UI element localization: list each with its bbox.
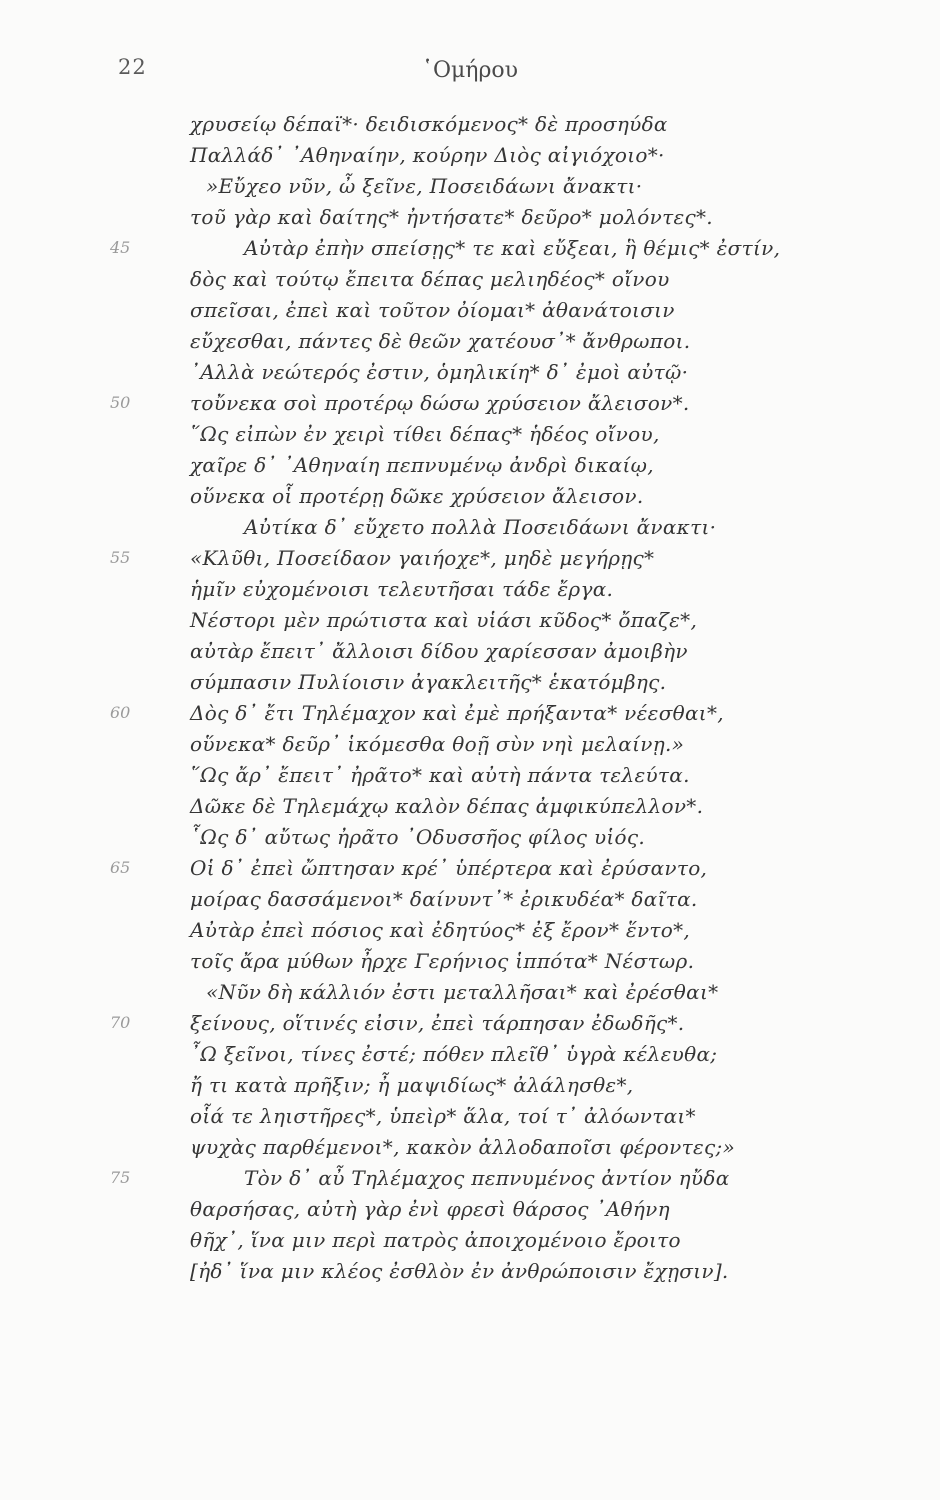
line-number: 50 bbox=[110, 393, 131, 412]
line-number: 45 bbox=[110, 238, 131, 257]
verse-line bbox=[0, 1228, 940, 1259]
page-number: 22 bbox=[118, 55, 147, 79]
verse-text: εὔχεσθαι, πάντες δὲ θεῶν χατέουσ᾿* ἄνθρωποι. bbox=[190, 329, 691, 353]
verse-line bbox=[0, 422, 940, 453]
verse-line bbox=[0, 1135, 940, 1166]
verse-line bbox=[0, 515, 940, 546]
line-number: 55 bbox=[110, 548, 131, 567]
verse-text: τοῖς ἄρα μύθων ἦρχε Γερήνιος ἱππότα* Νέστωρ. bbox=[190, 949, 695, 973]
verse-text: χρυσείῳ δέπαϊ*· δειδισκόμενος* δὲ προσηύδα bbox=[190, 112, 668, 136]
verse-text: ᾿Αλλὰ νεώτερός ἐστιν, ὁμηλικίη* δ᾿ ἐμοὶ αὐτῷ· bbox=[190, 360, 689, 384]
verse-text: ῞Ως εἰπὼν ἐν χειρὶ τίθει δέπας* ἡδέος οἴνου, bbox=[190, 422, 660, 446]
verse-text: χαῖρε δ᾿ ᾿Αθηναίη πεπνυμένῳ ἀνδρὶ δικαίῳ, bbox=[190, 453, 654, 477]
verse-block bbox=[0, 112, 940, 1290]
verse-line bbox=[0, 794, 940, 825]
verse-line bbox=[0, 887, 940, 918]
verse-line bbox=[0, 639, 940, 670]
verse-line bbox=[0, 1073, 940, 1104]
verse-line bbox=[0, 112, 940, 143]
verse-line bbox=[0, 949, 940, 980]
verse-line bbox=[0, 546, 940, 577]
verse-text: οὕνεκα οἷ προτέρῃ δῶκε χρύσειον ἄλεισον. bbox=[190, 484, 644, 508]
verse-line bbox=[0, 763, 940, 794]
verse-line bbox=[0, 856, 940, 887]
verse-text: Αὐτὰρ ἐπεὶ πόσιος καὶ ἐδητύος* ἐξ ἔρον* ἕντο*, bbox=[190, 918, 691, 942]
verse-text: »Εὔχεο νῦν, ὦ ξεῖνε, Ποσειδάωνι ἄνακτι· bbox=[206, 174, 643, 198]
verse-text: τοὔνεκα σοὶ προτέρῳ δώσω χρύσειον ἄλεισον*. bbox=[190, 391, 690, 415]
running-head: ῾Ομήρου bbox=[421, 58, 519, 83]
verse-text: «Νῦν δὴ κάλλιόν ἐστι μεταλλῆσαι* καὶ ἐρέσθαι* bbox=[206, 980, 719, 1004]
verse-text: τοῦ γὰρ καὶ δαίτης* ἠντήσατε* δεῦρο* μολόντες*. bbox=[190, 205, 713, 229]
verse-line bbox=[0, 1011, 940, 1042]
verse-line bbox=[0, 1259, 940, 1290]
verse-line bbox=[0, 329, 940, 360]
verse-text: ῏Ω ξεῖνοι, τίνες ἐστέ; πόθεν πλεῖθ᾿ ὑγρὰ κέλευθα; bbox=[190, 1042, 718, 1066]
verse-text: [ἠδ᾿ ἵνα μιν κλέος ἐσθλὸν ἐν ἀνθρώποισιν ἔχῃσιν]. bbox=[190, 1259, 729, 1283]
verse-text: οὕνεκα* δεῦρ᾿ ἱκόμεσθα θοῇ σὺν νηὶ μελαίνῃ.» bbox=[190, 732, 685, 756]
verse-line bbox=[0, 732, 940, 763]
verse-line bbox=[0, 391, 940, 422]
verse-text: Οἱ δ᾿ ἐπεὶ ὤπτησαν κρέ᾿ ὑπέρτερα καὶ ἐρύσαντο, bbox=[190, 856, 708, 880]
verse-line bbox=[0, 484, 940, 515]
verse-text: ἡμῖν εὐχομένοισι τελευτῆσαι τάδε ἔργα. bbox=[190, 577, 614, 601]
verse-line bbox=[0, 1042, 940, 1073]
verse-text: σπεῖσαι, ἐπεὶ καὶ τοῦτον ὀίομαι* ἀθανάτοισιν bbox=[190, 298, 675, 322]
verse-text: Δῶκε δὲ Τηλεμάχῳ καλὸν δέπας ἀμφικύπελλον*. bbox=[190, 794, 704, 818]
verse-text: μοίρας δασσάμενοι* δαίνυντ᾿* ἐρικυδέα* δαῖτα. bbox=[190, 887, 698, 911]
verse-line bbox=[0, 1166, 940, 1197]
verse-line bbox=[0, 980, 940, 1011]
line-number: 60 bbox=[110, 703, 131, 722]
line-number: 70 bbox=[110, 1013, 131, 1032]
verse-line bbox=[0, 360, 940, 391]
verse-line bbox=[0, 205, 940, 236]
verse-line bbox=[0, 1104, 940, 1135]
verse-text: Αὐτίκα δ᾿ εὔχετο πολλὰ Ποσειδάωνι ἄνακτι· bbox=[244, 515, 717, 539]
verse-line bbox=[0, 174, 940, 205]
verse-text: ξείνους, οἵτινές εἰσιν, ἐπεὶ τάρπησαν ἐδωδῆς*. bbox=[190, 1011, 685, 1035]
verse-text: ἤ τι κατὰ πρῆξιν; ἦ μαψιδίως* ἀλάλησθε*, bbox=[190, 1073, 634, 1097]
verse-line bbox=[0, 608, 940, 639]
verse-line bbox=[0, 701, 940, 732]
verse-text: θαρσήσας, αὐτὴ γὰρ ἐνὶ φρεσὶ θάρσος ᾿Αθήνη bbox=[190, 1197, 670, 1221]
verse-text: Παλλάδ᾿ ᾿Αθηναίην, κούρην Διὸς αἰγιόχοιο*· bbox=[190, 143, 665, 167]
verse-text: Δὸς δ᾿ ἔτι Τηλέμαχον καὶ ἐμὲ πρήξαντα* νέεσθαι*, bbox=[190, 701, 724, 725]
verse-text: σύμπασιν Πυλίοισιν ἀγακλειτῆς* ἑκατόμβης. bbox=[190, 670, 667, 694]
verse-text: θῆχ᾿, ἵνα μιν περὶ πατρὸς ἀποιχομένοιο ἔροιτο bbox=[190, 1228, 681, 1252]
verse-text: ψυχὰς παρθέμενοι*, κακὸν ἀλλοδαποῖσι φέροντες;» bbox=[190, 1135, 736, 1159]
verse-line bbox=[0, 577, 940, 608]
verse-line bbox=[0, 918, 940, 949]
verse-text: αὐτὰρ ἔπειτ᾿ ἄλλοισι δίδου χαρίεσσαν ἀμοιβὴν bbox=[190, 639, 688, 663]
verse-text: Αὐτὰρ ἐπὴν σπείσῃς* τε καὶ εὔξεαι, ἣ θέμις* ἐστίν, bbox=[244, 236, 781, 260]
verse-text: ῞Ως ἄρ᾿ ἔπειτ᾿ ἠρᾶτο* καὶ αὐτὴ πάντα τελεύτα. bbox=[190, 763, 690, 787]
verse-line bbox=[0, 236, 940, 267]
verse-line bbox=[0, 298, 940, 329]
verse-line bbox=[0, 143, 940, 174]
verse-line bbox=[0, 453, 940, 484]
verse-line bbox=[0, 267, 940, 298]
verse-line bbox=[0, 1197, 940, 1228]
verse-text: Νέστορι μὲν πρώτιστα καὶ υἱάσι κῦδος* ὄπαζε*, bbox=[190, 608, 698, 632]
line-number: 75 bbox=[110, 1168, 131, 1187]
verse-text: ῟Ως δ᾿ αὔτως ἠρᾶτο ᾿Οδυσσῆος φίλος υἱός. bbox=[190, 825, 646, 849]
verse-text: Τὸν δ᾿ αὖ Τηλέμαχος πεπνυμένος ἀντίον ηὔδα bbox=[244, 1166, 730, 1190]
verse-line bbox=[0, 670, 940, 701]
verse-line bbox=[0, 825, 940, 856]
line-number: 65 bbox=[110, 858, 131, 877]
verse-text: «Κλῦθι, Ποσείδαον γαιήοχε*, μηδὲ μεγήρῃς* bbox=[190, 546, 655, 570]
verse-text: οἷά τε ληιστῆρες*, ὑπεὶρ* ἅλα, τοί τ᾿ ἀλόωνται* bbox=[190, 1104, 696, 1128]
verse-text: δὸς καὶ τούτῳ ἔπειτα δέπας μελιηδέος* οἴνου bbox=[190, 267, 670, 291]
